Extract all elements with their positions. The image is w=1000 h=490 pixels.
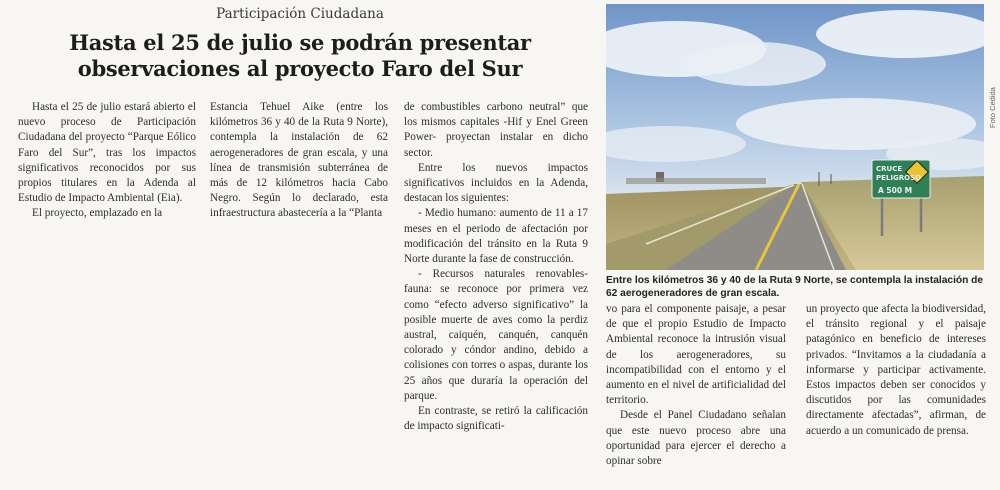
photo-caption: Entre los kilómetros 36 y 40 de la Ruta 9 Norte, se contempla la instalación de 62 aerogeneradores de gran escala.: [606, 275, 984, 299]
sign-line-2: PELIGROSO: [876, 174, 922, 182]
article-headline: Hasta el 25 de julio se podrán presentar observaciones al proyecto Faro del Sur: [69, 30, 531, 81]
photo-credit: Foto Cedida: [988, 87, 997, 128]
paragraph: Desde el Panel Ciudadano señalan que este nuevo proceso abre una oportunidad para ejercer el derecho a opinar sobre: [606, 409, 786, 468]
body-column-5: [806, 302, 986, 439]
paragraph: En contraste, se retiró la calificación de impacto significati-: [404, 405, 588, 433]
body-column-1: [18, 100, 196, 222]
section-kicker: Participación Ciudadana: [216, 6, 384, 22]
sign-line-3: A 500 M: [878, 186, 913, 195]
article-photo: [606, 4, 984, 270]
paragraph: - Medio humano: aumento de 11 a 17 meses en el periodo de afectación por modificación del tránsito en la Ruta 9 Norte durante la fase de construcción.: [404, 207, 588, 266]
road-landscape-image: [606, 4, 984, 270]
body-column-4: [606, 302, 786, 469]
sign-line-1: CRUCE: [876, 165, 903, 173]
body-column-2: [210, 100, 388, 222]
paragraph: un proyecto que afecta la biodiversidad, el tránsito regional y el paisaje patagónico en beneficio de intereses privados. “Invitamos a la ciudadanía a informarse y participar activamente. Estos impactos deben ser conocidos y discutidos por las comunidades directamente afectadas”, afirman, de acuerdo a un comunicado de prensa.: [806, 303, 986, 437]
body-column-3: [404, 100, 588, 434]
paragraph: de combustibles carbono neutral” que los mismos capitales -Hif y Enel Green Power- proyectan instalar en dicho sector.: [404, 101, 588, 159]
paragraph: Entre los nuevos impactos significativos incluidos en la Adenda, destacan los siguientes:: [404, 161, 588, 205]
paragraph: vo para el componente paisaje, a pesar de que el propio Estudio de Impacto Ambiental reconoce la intrusión visual de los aerogeneradores, su incompatibilidad con el entorno y el aumento en el nivel de artificialidad del territorio.: [606, 303, 786, 407]
paragraph: El proyecto, emplazado en la: [32, 207, 163, 220]
paragraph: Estancia Tehuel Aike (entre los kilómetros 36 y 40 de la Ruta 9 Norte), contempla la instalación de 62 aerogeneradores de gran escala, y una línea de transmisión subterránea de más de 12 kilómetros hacia Cabo Negro. Según lo declarado, esta infraestructura abastecería a la “Planta: [210, 101, 388, 220]
paragraph: Hasta el 25 de julio estará abierto el nuevo proceso de Participación Ciudadana del proyecto “Parque Eólico Faro del Sur”, tras los impactos significativos reconocidos por sus propios titulares en la Adenda al Estudio de Impacto Ambiental (Eia).: [18, 101, 196, 205]
paragraph: - Recursos naturales renovables-fauna: se reconoce por primera vez como “efecto adverso significativo” la posible muerte de aves como la perdiz austral, caiquén, canquén, canquén colorado y cóndor andino, debido a colisiones con torres o aspas, durante los 25 años que duraría la operación del parque.: [404, 268, 588, 402]
